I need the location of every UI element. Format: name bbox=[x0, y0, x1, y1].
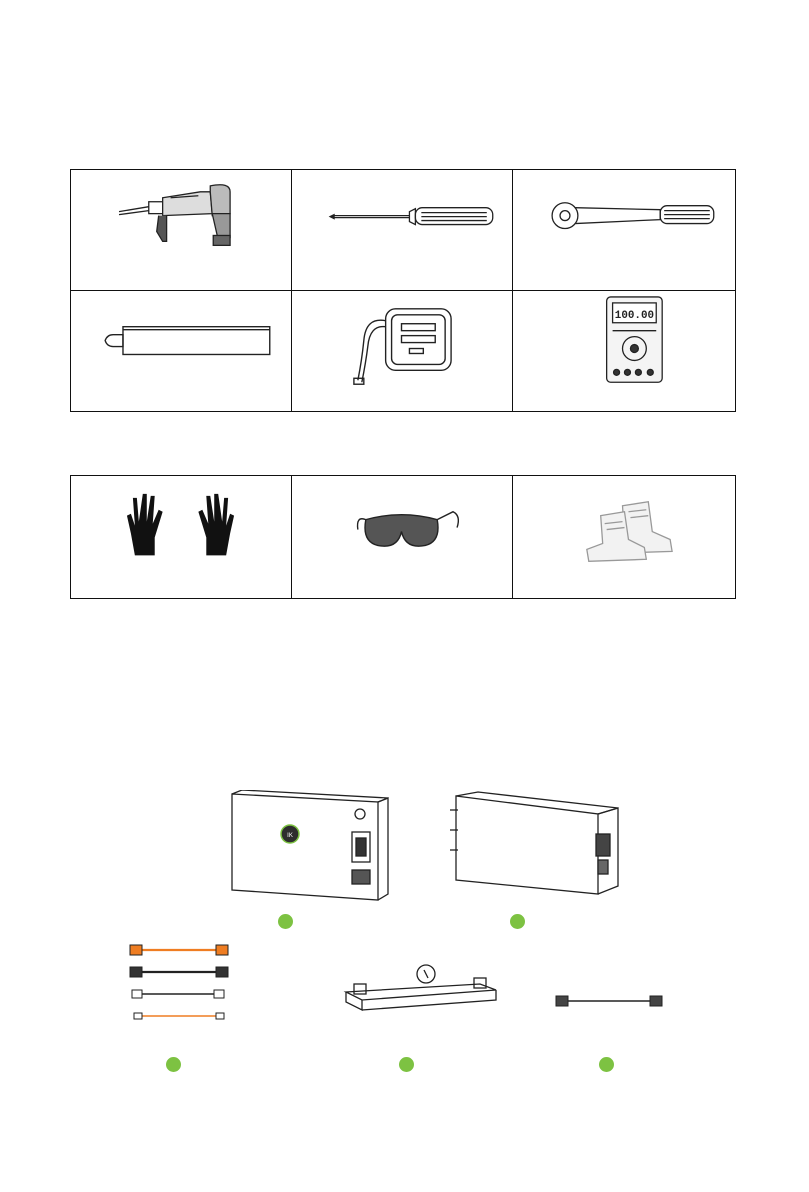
svg-text:IK: IK bbox=[287, 833, 293, 839]
ppe-cell-goggles bbox=[292, 476, 513, 599]
tape-measure-icon bbox=[292, 291, 512, 411]
torque-wrench-icon bbox=[513, 170, 735, 290]
tool-cell-multimeter bbox=[513, 291, 736, 412]
package-marker-3 bbox=[166, 1057, 181, 1072]
multimeter-icon bbox=[513, 291, 735, 411]
gloves-icon bbox=[71, 476, 291, 598]
package-marker-1 bbox=[278, 914, 293, 929]
hammer-drill-icon bbox=[71, 170, 291, 290]
tool-cell-screwdriver bbox=[292, 170, 513, 291]
package-marker-2 bbox=[510, 914, 525, 929]
battery-control-box-icon bbox=[228, 790, 390, 902]
tools-table bbox=[70, 169, 736, 412]
ppe-cell-gloves bbox=[71, 476, 292, 599]
mounting-base-icon bbox=[340, 962, 500, 1018]
multimeter-display: 100.00 bbox=[614, 309, 655, 322]
screwdriver-icon bbox=[292, 170, 512, 290]
tool-cell-torque-wrench bbox=[513, 170, 736, 291]
tool-cell-tape-measure bbox=[292, 291, 513, 412]
battery-module-icon bbox=[448, 790, 638, 898]
ppe-table bbox=[70, 475, 736, 599]
communication-cable-icon bbox=[552, 992, 668, 1010]
ppe-cell-boots bbox=[513, 476, 736, 599]
power-cables-icon bbox=[124, 944, 244, 1024]
tool-cell-marker bbox=[71, 291, 292, 412]
safety-goggles-icon bbox=[292, 476, 512, 598]
package-marker-4 bbox=[399, 1057, 414, 1072]
safety-boots-icon bbox=[513, 476, 735, 598]
package-marker-5 bbox=[599, 1057, 614, 1072]
marker-pen-icon bbox=[71, 291, 291, 411]
tool-cell-hammer-drill bbox=[71, 170, 292, 291]
